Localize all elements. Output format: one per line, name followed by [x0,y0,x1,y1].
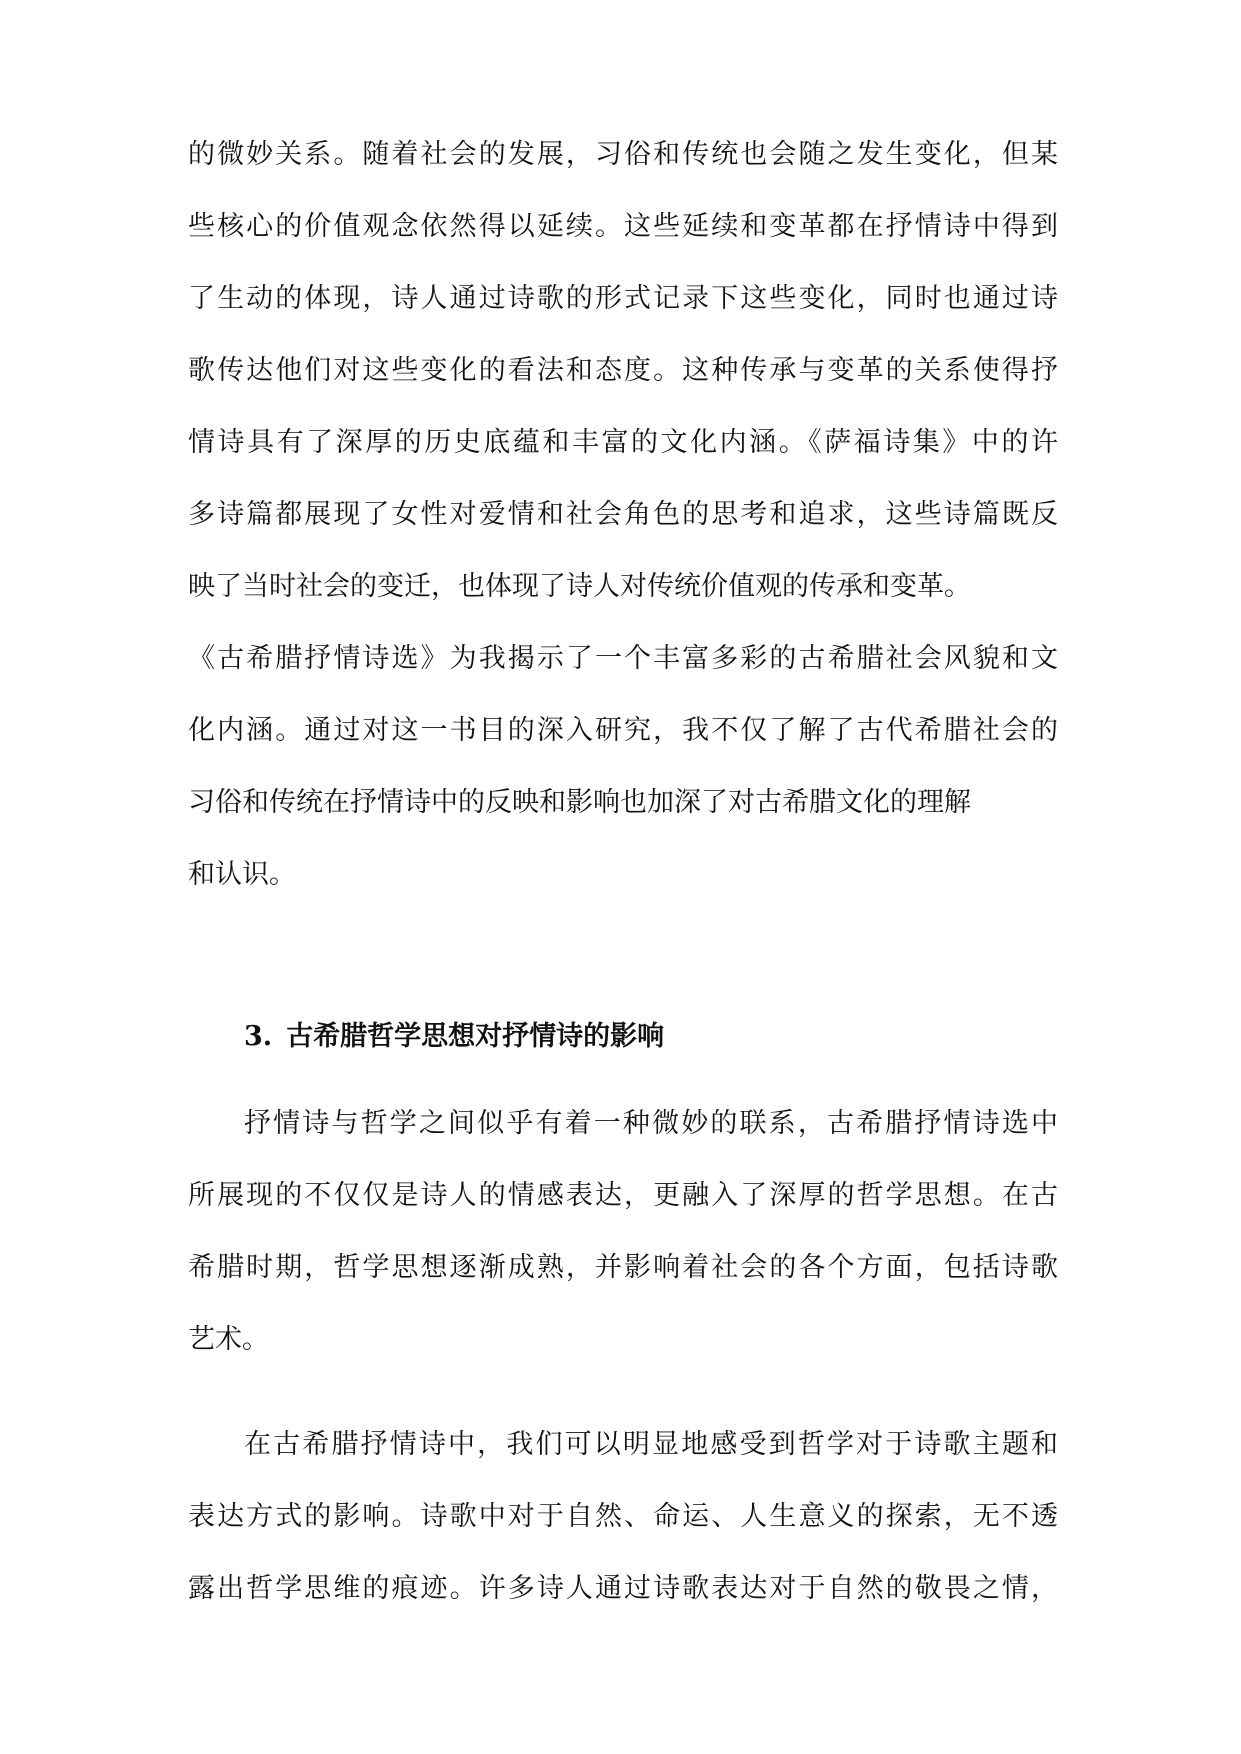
paragraph-line: 化内涵。通过对这一书目的深入研究，我不仅了解了古代希腊社会的 [188,715,1058,746]
paragraph-line: 艺术。 [188,1324,269,1355]
paragraph-line: 和认识。 [188,859,296,890]
paragraph-continued [188,119,1058,623]
paragraph-line: 情诗具有了深厚的历史底蕴和丰富的文化内涵。《萨福诗集》中的许 [188,427,1058,458]
paragraph-line: 露出哲学思维的痕迹。许多诗人通过诗歌表达对于自然的敬畏之情， [188,1573,1058,1604]
paragraph-philosophy-themes [188,1409,1058,1625]
paragraph-philosophy-intro [188,1088,1058,1376]
section-heading [244,1001,664,1073]
paragraph-line: 《古希腊抒情诗选》为我揭示了一个丰富多彩的古希腊社会风貌和文 [188,643,1058,674]
paragraph-line: 希腊时期，哲学思想逐渐成熟，并影响着社会的各个方面，包括诗歌 [188,1252,1058,1283]
paragraph-line: 抒情诗与哲学之间似乎有着一种微妙的联系，古希腊抒情诗选中 [244,1108,1058,1139]
paragraph-line: 所展现的不仅仅是诗人的情感表达，更融入了深厚的哲学思想。在古 [188,1180,1058,1211]
paragraph-line: 映了当时社会的变迁，也体现了诗人对传统价值观的传承和变革。 [188,571,971,602]
paragraph-line: 歌传达他们对这些变化的看法和态度。这种传承与变革的关系使得抒 [188,355,1058,386]
paragraph-line: 些核心的价值观念依然得以延续。这些延续和变革都在抒情诗中得到 [188,211,1058,242]
paragraph-line: 习俗和传统在抒情诗中的反映和影响也加深了对古希腊文化的理解 [188,787,971,818]
paragraph-line: 多诗篇都展现了女性对爱情和社会角色的思考和追求，这些诗篇既反 [188,499,1058,530]
section-number: 3. [244,1021,273,1052]
paragraph-line: 了生动的体现，诗人通过诗歌的形式记录下这些变化，同时也通过诗 [188,283,1058,314]
section-title: 古希腊哲学思想对抒情诗的影响 [286,1021,665,1052]
paragraph-line: 的微妙关系。随着社会的发展，习俗和传统也会随之发生变化，但某 [188,139,1058,170]
paragraph-line: 表达方式的影响。诗歌中对于自然、命运、人生意义的探索，无不透 [188,1501,1058,1532]
paragraph-conclusion [188,623,1058,911]
paragraph-line: 在古希腊抒情诗中，我们可以明显地感受到哲学对于诗歌主题和 [244,1429,1058,1460]
